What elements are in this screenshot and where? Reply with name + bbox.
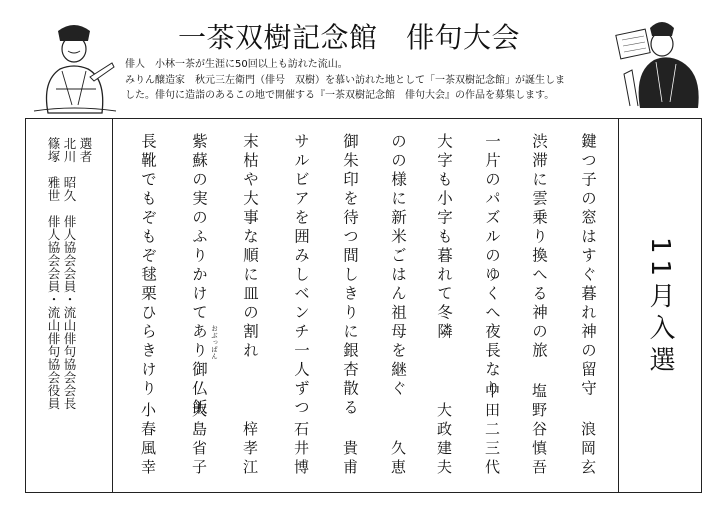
- header: [0, 0, 720, 118]
- judges-panel: [26, 119, 113, 492]
- haiku-entry: [521, 119, 565, 492]
- haiku-author: 石井博: [292, 421, 310, 478]
- section-panel: [618, 119, 702, 492]
- haiku-author: 貴甫: [341, 440, 359, 478]
- haiku-text: 渋滞に雲乗り換へる神の旅: [530, 133, 548, 361]
- haiku-entry: [570, 119, 614, 492]
- haiku-entry: [474, 119, 518, 492]
- haiku-board: [25, 118, 702, 493]
- intro-line: した。俳句に造詣のあるこの地で開催する『一茶双樹記念館 俳句大会』の作品を募集します。: [125, 90, 555, 101]
- haiku-author: 中田二三代: [483, 383, 501, 478]
- haiku-author: 大島省子: [190, 402, 208, 478]
- judge-line: 篠塚 雅世 俳人協会会員・流山俳句協会役員: [46, 137, 61, 410]
- judges-heading: 選者: [78, 137, 93, 163]
- haiku-text: のの様に新米ごはん祖母を継ぐ: [389, 133, 407, 399]
- haiku-author: 久恵: [389, 440, 407, 478]
- haiku-entry: [130, 119, 174, 492]
- haiku-text: 末枯や大事な順に皿の割れ: [241, 133, 259, 361]
- judge-line: 北川 昭久 俳人協会会員・流山俳句協会会長: [62, 137, 77, 410]
- haiku-entry: [232, 119, 276, 492]
- haiku-text: 紫蘇の実のふりかけてあり御仏飯: [190, 133, 208, 418]
- intro-line: 俳人 小林一茶が生涯に50回以上も訪れた流山。: [125, 59, 348, 70]
- intro-line: みりん醸造家 秋元三左衛門（俳号 双樹）を慕い訪れた地として「一茶双樹記念館」が誕生しま: [125, 74, 565, 86]
- page-title: 一茶双樹記念館 俳句大会: [178, 21, 521, 54]
- haiku-author: 小春風幸: [139, 402, 157, 478]
- haiku-text: サルビアを囲みしベンチ一人ずつ: [292, 133, 310, 418]
- haiku-entry: [181, 119, 225, 492]
- intro-text: [125, 57, 625, 107]
- haiku-author: 浪岡玄: [579, 421, 597, 478]
- haiku-author: 塩野谷慎吾: [530, 383, 548, 478]
- haiku-text: 大字も小字も暮れて冬隣: [435, 133, 453, 342]
- haiku-text: 長靴でもぞもぞ毬栗ひらきけり: [139, 133, 157, 399]
- haiku-text: 一片のパズルのゆくへ夜長なり: [483, 133, 501, 399]
- haiku-entry: [426, 119, 470, 492]
- poet-portrait-left: [28, 17, 120, 115]
- haiku-text: 御朱印を待つ間しきりに銀杏散る: [341, 133, 359, 418]
- haiku-entry: [380, 119, 424, 492]
- section-label: 11月入選: [645, 237, 675, 379]
- haiku-author: 大政建夫: [435, 402, 453, 478]
- haiku-text: 鍵つ子の窓はすぐ暮れ神の留守: [579, 133, 597, 399]
- haiku-author: 梓孝江: [241, 421, 259, 478]
- haiku-entry: [332, 119, 376, 492]
- poet-portrait-right: [610, 10, 714, 110]
- haiku-ruby: おぶっぱん: [210, 325, 218, 360]
- haiku-entry: [283, 119, 327, 492]
